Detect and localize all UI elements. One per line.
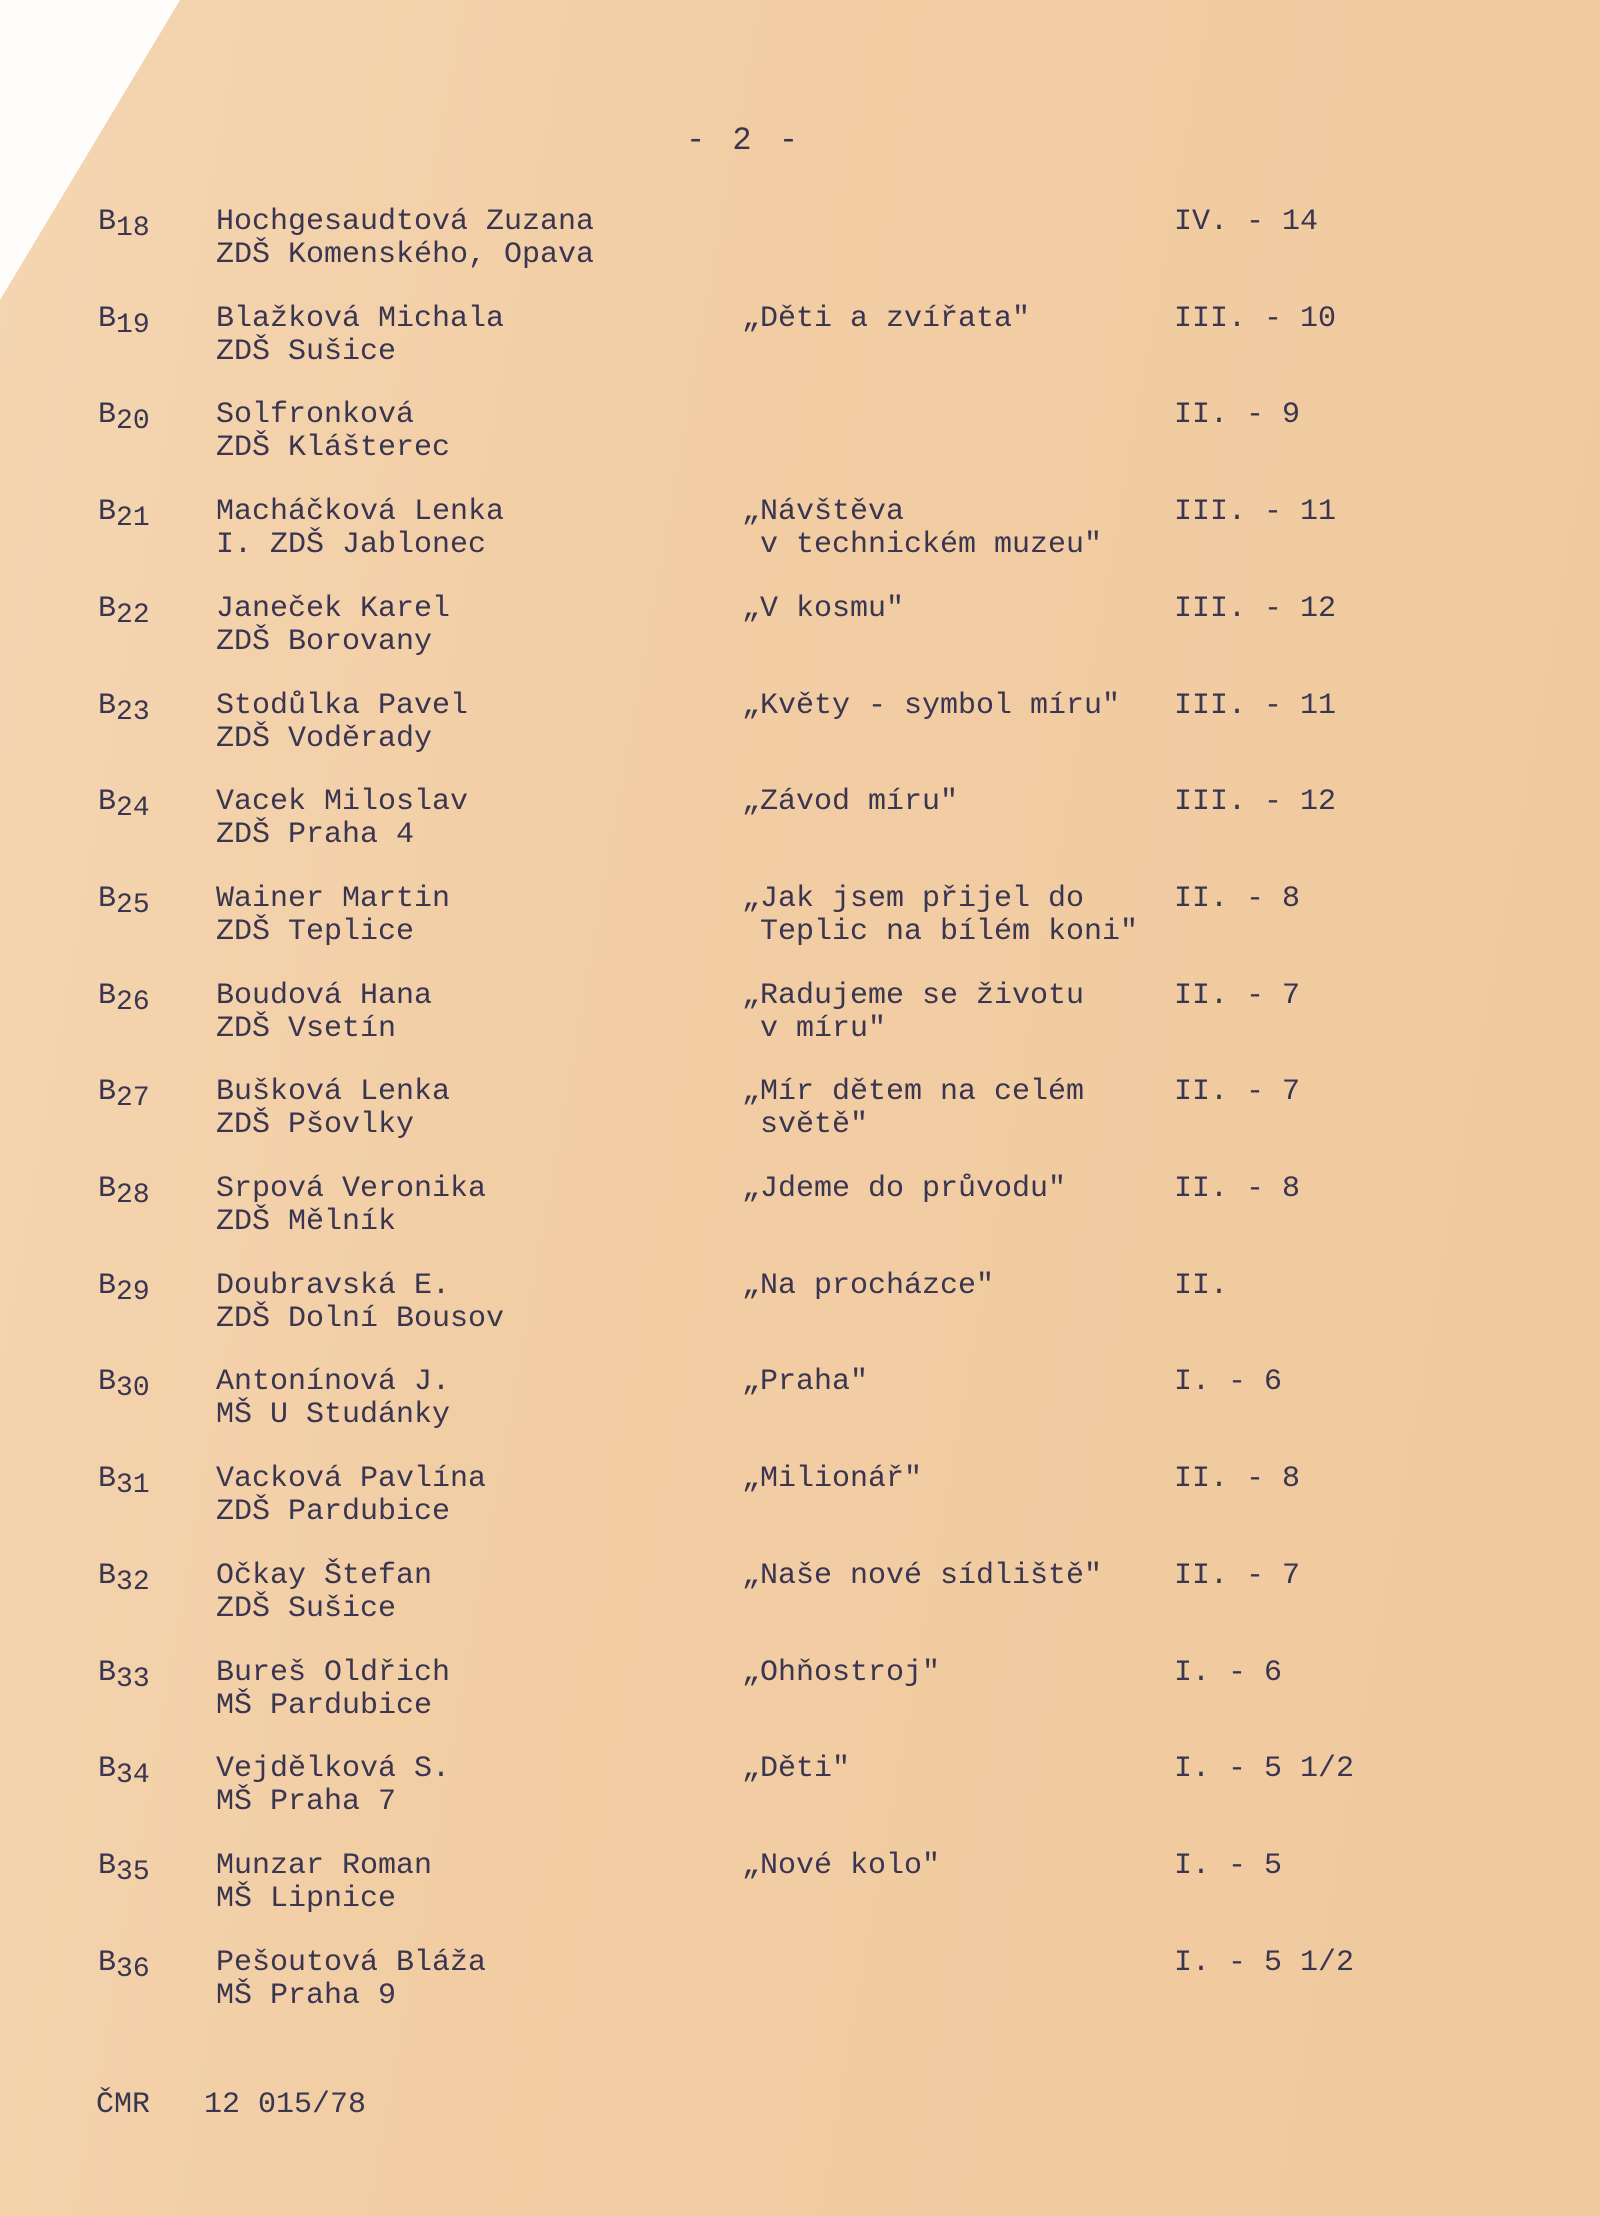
entry-title-line1: „Závod míru" [742, 785, 959, 819]
list-item [0, 980, 1600, 1060]
entry-code: $B_{19}$ [98, 302, 150, 341]
entry-title-line1: „Radujeme se životu [742, 979, 1085, 1013]
entry-title-line2: světě" [760, 1108, 869, 1142]
entry-title-line1: „Naše nové sídliště" [742, 1559, 1103, 1593]
list-item [0, 1173, 1600, 1253]
list-item [0, 496, 1600, 576]
entry-code: $B_{30}$ [98, 1365, 150, 1404]
entry-school: MŠ Pardubice [216, 1689, 433, 1723]
entry-title-line2: Teplic na bílém koni" [760, 915, 1139, 949]
entry-title-line1: „Milionář" [742, 1462, 923, 1496]
list-item [0, 303, 1600, 383]
entry-category: III. - 11 [1174, 689, 1337, 723]
entry-category: II. - 7 [1174, 1075, 1301, 1109]
entry-category: IV. - 14 [1174, 205, 1319, 239]
entry-code: $B_{21}$ [98, 495, 150, 534]
entry-category: II. - 8 [1174, 1462, 1301, 1496]
entry-code: $B_{33}$ [98, 1656, 150, 1695]
entry-name: Bušková Lenka [216, 1075, 451, 1109]
entry-name: Janeček Karel [216, 592, 451, 626]
entry-school: MŠ Praha 7 [216, 1785, 397, 1819]
entry-category: I. - 5 [1174, 1849, 1283, 1883]
entry-name: Vacková Pavlína [216, 1462, 487, 1496]
entry-name: Hochgesaudtová Zuzana [216, 205, 595, 239]
list-item [0, 1366, 1600, 1446]
entry-category: II. - 7 [1174, 979, 1301, 1013]
entry-category: II. - 8 [1174, 1172, 1301, 1206]
entry-school: ZDŠ Sušice [216, 1592, 397, 1626]
entry-title-line2: v míru" [760, 1012, 887, 1046]
entry-category: III. - 10 [1174, 302, 1337, 336]
entry-category: I. - 5 1/2 [1174, 1946, 1355, 1980]
entry-school: ZDŠ Vsetín [216, 1012, 397, 1046]
entry-name: Očkay Štefan [216, 1559, 433, 1593]
entry-code: $B_{23}$ [98, 689, 150, 728]
list-item [0, 1076, 1600, 1156]
entry-code: $B_{26}$ [98, 979, 150, 1018]
entry-school: ZDŠ Voděrady [216, 722, 433, 756]
footer-number: 12 015/78 [204, 2088, 367, 2122]
entry-name: Munzar Roman [216, 1849, 433, 1883]
entry-school: ZDŠ Pšovlky [216, 1108, 415, 1142]
entry-name: Stodůlka Pavel [216, 689, 469, 723]
entry-school: ZDŠ Dolní Bousov [216, 1302, 505, 1336]
entry-title-line1: „Ohňostroj" [742, 1656, 941, 1690]
entry-code: $B_{28}$ [98, 1172, 150, 1211]
entry-title-line1: „V kosmu" [742, 592, 905, 626]
entry-code: $B_{29}$ [98, 1269, 150, 1308]
entry-school: ZDŠ Klášterec [216, 431, 451, 465]
entry-code: $B_{36}$ [98, 1946, 150, 1985]
list-item [0, 1270, 1600, 1350]
entry-code: $B_{22}$ [98, 592, 150, 631]
entry-code: $B_{35}$ [98, 1849, 150, 1888]
list-item [0, 1947, 1600, 2027]
entry-name: Solfronková [216, 398, 415, 432]
list-item [0, 883, 1600, 963]
entry-name: Macháčková Lenka [216, 495, 505, 529]
list-item [0, 1850, 1600, 1930]
footer [96, 2088, 402, 2122]
list-item [0, 1753, 1600, 1833]
entry-code: $B_{20}$ [98, 398, 150, 437]
entry-category: III. - 12 [1174, 785, 1337, 819]
entry-category: II. - 7 [1174, 1559, 1301, 1593]
entry-title-line1: „Praha" [742, 1365, 869, 1399]
list-item [0, 593, 1600, 673]
list-item [0, 1463, 1600, 1543]
entry-name: Vejdělková S. [216, 1752, 451, 1786]
entry-category: III. - 12 [1174, 592, 1337, 626]
entry-name: Srpová Veronika [216, 1172, 487, 1206]
entry-title-line1: „Květy - symbol míru" [742, 689, 1121, 723]
list-item [0, 399, 1600, 479]
entry-name: Bureš Oldřich [216, 1656, 451, 1690]
list-item [0, 786, 1600, 866]
entry-title-line1: „Mír dětem na celém [742, 1075, 1085, 1109]
list-item [0, 1657, 1600, 1737]
entry-code: $B_{18}$ [98, 205, 150, 244]
entry-school: ZDŠ Sušice [216, 335, 397, 369]
footer-printer: ČMR [96, 2088, 151, 2122]
entry-category: I. - 6 [1174, 1656, 1283, 1690]
entry-code: $B_{27}$ [98, 1075, 150, 1114]
entry-category: II. - 8 [1174, 882, 1301, 916]
entry-school: ZDŠ Pardubice [216, 1495, 451, 1529]
entry-title-line1: „Nové kolo" [742, 1849, 941, 1883]
entry-title-line1: „Na procházce" [742, 1269, 995, 1303]
entry-title-line1: „Jak jsem přijel do [742, 882, 1085, 916]
entry-code: $B_{31}$ [98, 1462, 150, 1501]
entry-title-line1: „Jdeme do průvodu" [742, 1172, 1067, 1206]
entry-school: ZDŠ Komenského, Opava [216, 238, 595, 272]
entry-school: MŠ Lipnice [216, 1882, 397, 1916]
list-item [0, 1560, 1600, 1640]
entry-school: ZDŠ Praha 4 [216, 818, 415, 852]
entry-title-line2: v technickém muzeu" [760, 528, 1103, 562]
entry-school: I. ZDŠ Jablonec [216, 528, 487, 562]
entry-school: ZDŠ Borovany [216, 625, 433, 659]
entry-school: MŠ Praha 9 [216, 1979, 397, 2013]
entry-code: $B_{34}$ [98, 1752, 150, 1791]
list-item [0, 206, 1600, 286]
entry-name: Boudová Hana [216, 979, 433, 1013]
page-number: - 2 - [686, 122, 803, 159]
entry-name: Pešoutová Bláža [216, 1946, 487, 1980]
entry-name: Doubravská E. [216, 1269, 451, 1303]
entry-name: Blažková Michala [216, 302, 505, 336]
entry-school: ZDŠ Teplice [216, 915, 415, 949]
entry-school: MŠ U Studánky [216, 1398, 451, 1432]
entry-code: $B_{32}$ [98, 1559, 150, 1598]
entry-category: II. [1174, 1269, 1229, 1303]
entry-school: ZDŠ Mělník [216, 1205, 397, 1239]
entry-category: I. - 6 [1174, 1365, 1283, 1399]
entry-title-line1: „Děti" [742, 1752, 851, 1786]
list-item [0, 690, 1600, 770]
entry-title-line1: „Děti a zvířata" [742, 302, 1031, 336]
entry-title-line1: „Návštěva [742, 495, 905, 529]
entry-category: III. - 11 [1174, 495, 1337, 529]
entry-name: Antonínová J. [216, 1365, 451, 1399]
entry-name: Vacek Miloslav [216, 785, 469, 819]
entry-category: I. - 5 1/2 [1174, 1752, 1355, 1786]
entry-name: Wainer Martin [216, 882, 451, 916]
entry-category: II. - 9 [1174, 398, 1301, 432]
entry-code: $B_{25}$ [98, 882, 150, 921]
entry-code: $B_{24}$ [98, 785, 150, 824]
